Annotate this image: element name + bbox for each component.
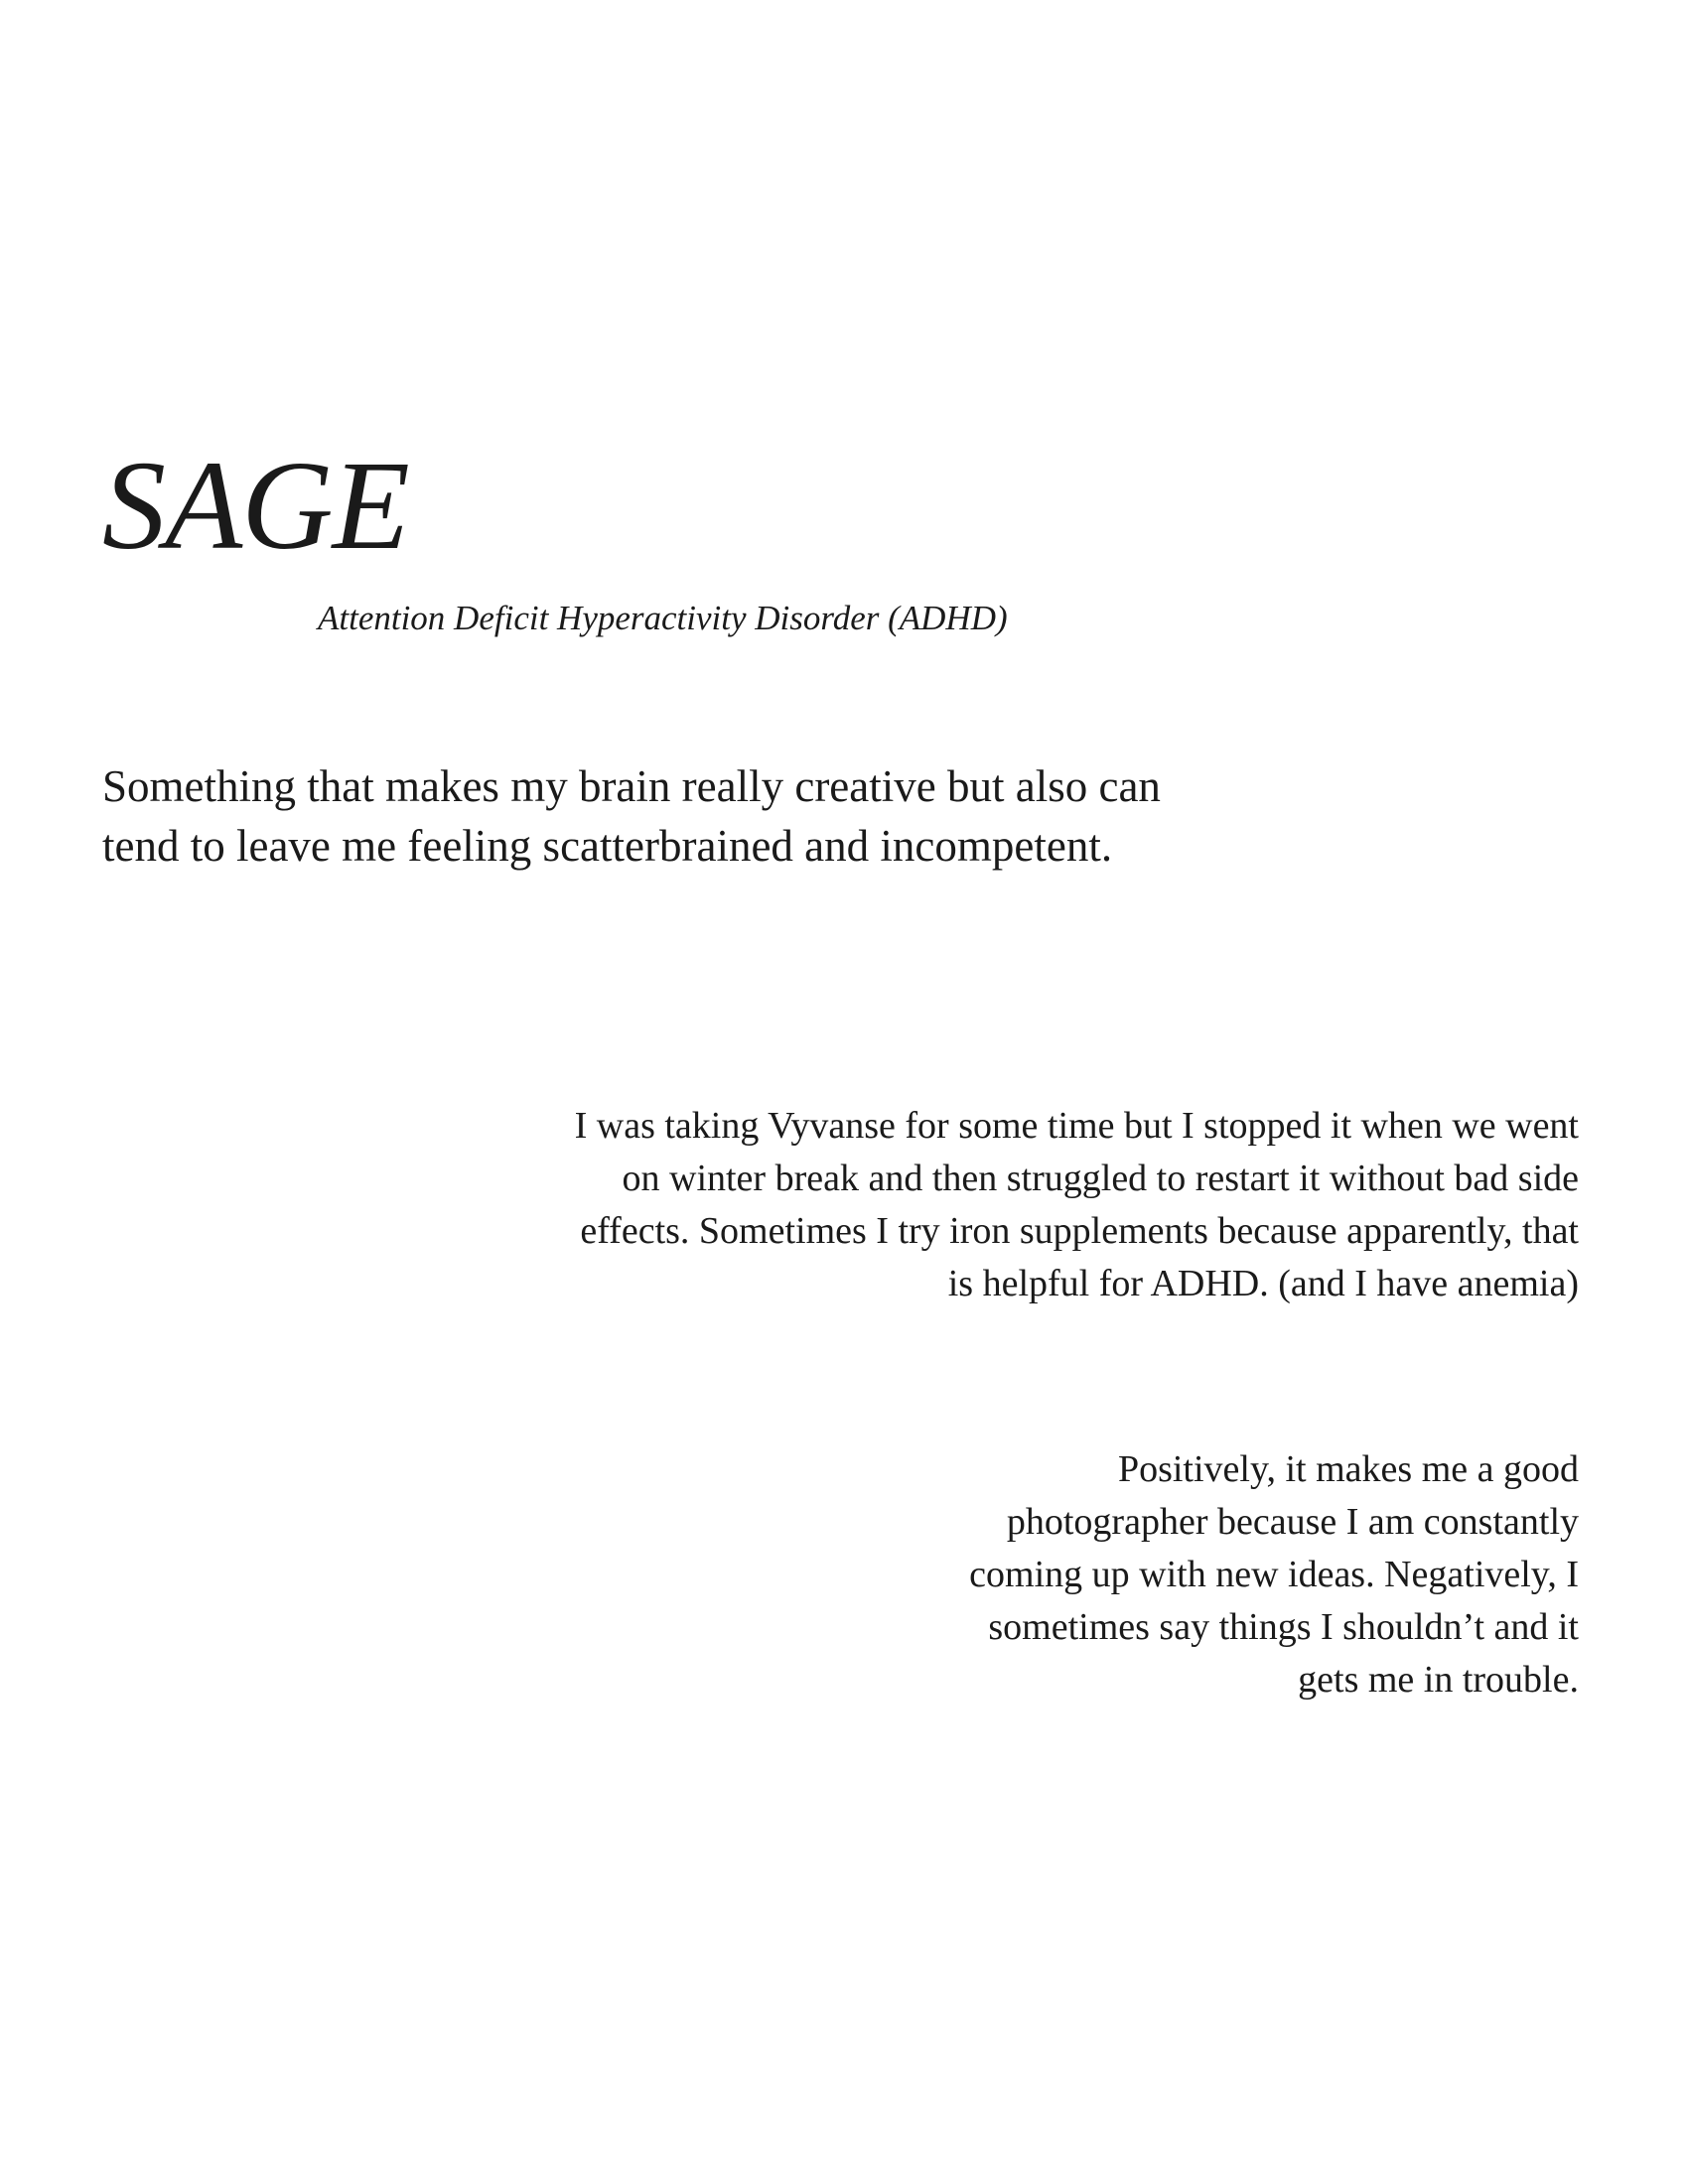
definition-line: Something that makes my brain really creative but also can [102, 761, 1161, 811]
definition-paragraph [102, 756, 1334, 876]
treatment-line: effects. Sometimes I try iron supplements because apparently, that [580, 1210, 1579, 1252]
impact-line: sometimes say things I shouldn’t and it [988, 1606, 1579, 1648]
person-name: SAGE [102, 435, 409, 576]
impact-line: Positively, it makes me a good [1117, 1448, 1579, 1490]
impact-line: coming up with new ideas. Negatively, I [969, 1554, 1579, 1595]
impact-line: gets me in trouble. [1298, 1659, 1579, 1701]
definition-line: tend to leave me feeling scatterbrained and incompetent. [102, 821, 1113, 871]
impact-paragraph [969, 1443, 1579, 1706]
treatment-line: on winter break and then struggled to restart it without bad side [622, 1158, 1579, 1199]
treatment-line: is helpful for ADHD. (and I have anemia) [947, 1263, 1579, 1304]
treatment-paragraph [575, 1100, 1579, 1310]
condition-subtitle: Attention Deficit Hyperactivity Disorder (ADHD) [318, 599, 1008, 637]
impact-line: photographer because I am constantly [1006, 1501, 1579, 1543]
treatment-line: I was taking Vyvanse for some time but I stopped it when we went [574, 1105, 1579, 1147]
